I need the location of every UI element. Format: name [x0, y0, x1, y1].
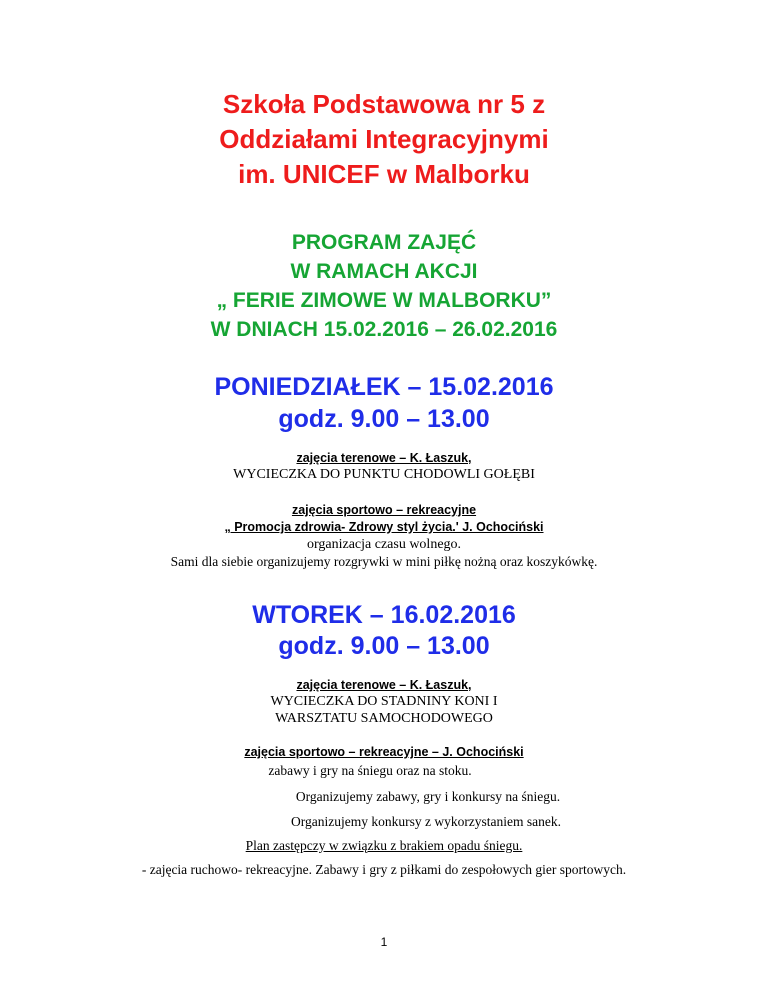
program-title-line-1: PROGRAM ZAJĘĆ — [291, 231, 477, 254]
monday-day-heading: PONIEDZIAŁEK – 15.02.2016 — [214, 373, 554, 401]
tuesday-sport-heading: zajęcia sportowo – rekreacyjne – J. Ochociński — [244, 745, 524, 759]
monday-sport-heading: zajęcia sportowo – rekreacyjne — [291, 503, 477, 517]
tuesday-day-heading: WTOREK – 16.02.2016 — [252, 601, 516, 629]
tuesday-field-heading: zajęcia terenowe – K. Łaszuk, — [296, 678, 472, 692]
monday-sport-text-2: Sami dla siebie organizujemy rozgrywki w mini piłkę nożną oraz koszykówkę. — [170, 554, 598, 569]
tuesday-field-text-2: WARSZTATU SAMOCHODOWEGO — [275, 711, 493, 726]
page-number: 1 — [380, 935, 388, 949]
monday-field-heading: zajęcia terenowe – K. Łaszuk, — [296, 451, 472, 465]
school-name-line-3: im. UNICEF w Malborku — [238, 159, 530, 189]
monday-field-text: WYCIECZKA DO PUNKTU CHODOWLI GOŁĘBI — [233, 467, 535, 482]
tuesday-sport-text-1: zabawy i gry na śniegu oraz na stoku. — [268, 763, 472, 778]
tuesday-plan-b-heading: Plan zastępczy w związku z brakiem opadu śniegu. — [245, 838, 523, 853]
tuesday-sport-text-2: Organizujemy zabawy, gry i konkursy na śniegu. — [295, 789, 561, 804]
tuesday-hours: godz. 9.00 – 13.00 — [278, 632, 490, 660]
tuesday-plan-b-text: - zajęcia ruchowo- rekreacyjne. Zabawy i gry z piłkami do zespołowych gier sportowych. — [141, 862, 627, 877]
program-title-line-4: W DNIACH 15.02.2016 – 26.02.2016 — [210, 318, 558, 341]
tuesday-sport-text-3: Organizujemy konkursy z wykorzystaniem sanek. — [290, 814, 562, 829]
monday-hours: godz. 9.00 – 13.00 — [278, 405, 490, 433]
school-name-line-1: Szkoła Podstawowa nr 5 z — [222, 89, 546, 119]
monday-sport-text-1: organizacja czasu wolnego. — [306, 537, 462, 552]
program-title-line-2: W RAMACH AKCJI — [290, 260, 478, 283]
school-name-line-2: Oddziałami Integracyjnymi — [219, 124, 549, 154]
tuesday-field-text-1: WYCIECZKA DO STADNINY KONI I — [270, 694, 498, 709]
monday-sport-subheading: „ Promocja zdrowia- Zdrowy styl życia.' J. Ochociński — [224, 520, 544, 534]
program-title-line-3: „ FERIE ZIMOWE W MALBORKU” — [216, 289, 552, 312]
